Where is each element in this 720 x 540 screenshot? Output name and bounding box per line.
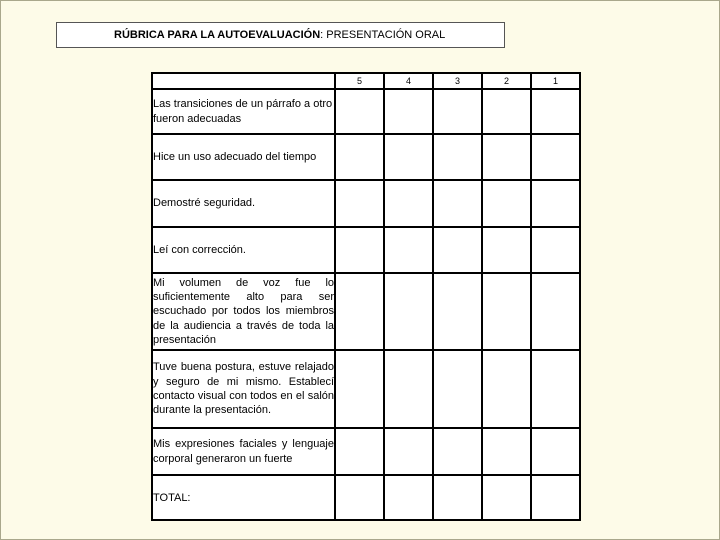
table-row xyxy=(152,134,580,180)
score-cell[interactable] xyxy=(482,134,531,180)
score-cell[interactable] xyxy=(531,227,580,273)
criterion-voice-volume: Mi volumen de voz fue lo suficientemente alto para ser escuchado por todos los miembros de la audiencia a través de toda la presentación xyxy=(152,273,335,350)
criterion-time-use: Hice un uso adecuado del tiempo xyxy=(152,134,335,180)
score-cell[interactable] xyxy=(384,350,433,428)
score-cell[interactable] xyxy=(531,134,580,180)
criterion-expressions: Mis expresiones faciales y lenguaje corporal generaron un fuerte xyxy=(152,428,335,475)
score-cell[interactable] xyxy=(433,227,482,273)
total-label: TOTAL: xyxy=(152,475,335,520)
score-cell[interactable] xyxy=(335,180,384,227)
score-cell[interactable] xyxy=(531,180,580,227)
score-cell[interactable] xyxy=(384,227,433,273)
score-cell[interactable] xyxy=(482,273,531,350)
score-header-2: 2 xyxy=(482,73,531,89)
score-header-5: 5 xyxy=(335,73,384,89)
score-cell[interactable] xyxy=(335,350,384,428)
title-bold: RÚBRICA PARA LA AUTOEVALUACIÓN xyxy=(114,29,321,41)
score-cell[interactable] xyxy=(531,273,580,350)
score-cell[interactable] xyxy=(433,350,482,428)
score-cell[interactable] xyxy=(531,350,580,428)
rubric-table xyxy=(151,72,581,521)
score-header-1: 1 xyxy=(531,73,580,89)
score-cell[interactable] xyxy=(384,89,433,134)
score-cell[interactable] xyxy=(384,273,433,350)
criterion-transitions: Las transiciones de un párrafo a otro fueron adecuadas xyxy=(152,89,335,134)
table-row xyxy=(152,89,580,134)
score-cell[interactable] xyxy=(384,428,433,475)
score-cell[interactable] xyxy=(433,180,482,227)
score-header-3: 3 xyxy=(433,73,482,89)
total-cell[interactable] xyxy=(335,475,384,520)
score-cell[interactable] xyxy=(531,89,580,134)
score-cell[interactable] xyxy=(384,180,433,227)
score-cell[interactable] xyxy=(482,227,531,273)
criterion-reading: Leí con corrección. xyxy=(152,227,335,273)
total-cell[interactable] xyxy=(531,475,580,520)
header-criterion-blank xyxy=(152,73,335,89)
score-cell[interactable] xyxy=(531,428,580,475)
header-row xyxy=(152,73,580,89)
score-cell[interactable] xyxy=(335,428,384,475)
score-cell[interactable] xyxy=(482,350,531,428)
criterion-posture: Tuve buena postura, estuve relajado y seguro de mi mismo. Establecí contacto visual con todos en el salón durante la presentación. xyxy=(152,350,335,428)
score-cell[interactable] xyxy=(433,134,482,180)
score-cell[interactable] xyxy=(482,89,531,134)
total-cell[interactable] xyxy=(384,475,433,520)
score-cell[interactable] xyxy=(384,134,433,180)
total-cell[interactable] xyxy=(433,475,482,520)
score-cell[interactable] xyxy=(335,89,384,134)
title-rest: : PRESENTACIÓN ORAL xyxy=(320,29,446,41)
score-cell[interactable] xyxy=(482,428,531,475)
score-cell[interactable] xyxy=(335,227,384,273)
score-cell[interactable] xyxy=(335,273,384,350)
table-row xyxy=(152,350,580,428)
score-cell[interactable] xyxy=(433,89,482,134)
score-cell[interactable] xyxy=(433,273,482,350)
criterion-confidence: Demostré seguridad. xyxy=(152,180,335,227)
table-row xyxy=(152,273,580,350)
table-row xyxy=(152,227,580,273)
table-row xyxy=(152,428,580,475)
total-row xyxy=(152,475,580,520)
score-cell[interactable] xyxy=(335,134,384,180)
score-cell[interactable] xyxy=(482,180,531,227)
score-cell[interactable] xyxy=(433,428,482,475)
table-row xyxy=(152,180,580,227)
rubric-title xyxy=(56,22,505,48)
score-header-4: 4 xyxy=(384,73,433,89)
total-cell[interactable] xyxy=(482,475,531,520)
